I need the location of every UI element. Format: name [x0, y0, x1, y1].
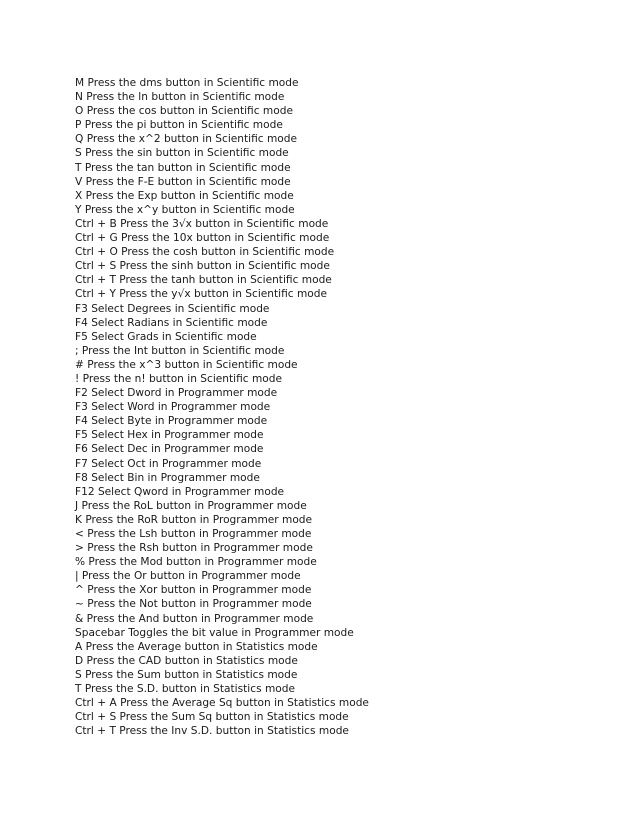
shortcut-line: F5 Select Hex in Programmer mode [75, 429, 264, 442]
shortcut-line: Ctrl + T Press the Inv S.D. button in Statistics mode [75, 725, 349, 738]
shortcut-line: A Press the Average button in Statistics mode [75, 640, 318, 653]
shortcut-line: Ctrl + B Press the 3√x button in Scientific mode [75, 217, 329, 230]
shortcut-line: Ctrl + O Press the cosh button in Scientific mode [75, 246, 335, 259]
shortcut-line: F3 Select Word in Programmer mode [75, 401, 271, 414]
shortcut-line: O Press the cos button in Scientific mode [75, 105, 293, 118]
shortcut-line: Ctrl + S Press the sinh button in Scientific mode [75, 260, 330, 273]
shortcut-line: Q Press the x^2 button in Scientific mode [75, 133, 298, 146]
shortcut-line: | Press the Or button in Programmer mode [75, 570, 301, 583]
shortcut-line: F2 Select Dword in Programmer mode [75, 387, 278, 400]
shortcut-line: Spacebar Toggles the bit value in Programmer mode [75, 626, 354, 639]
shortcut-line: Ctrl + T Press the tanh button in Scientific mode [75, 274, 332, 287]
shortcut-line: F3 Select Degrees in Scientific mode [75, 302, 270, 315]
shortcut-line: F8 Select Bin in Programmer mode [75, 471, 260, 484]
shortcut-line: K Press the RoR button in Programmer mode [75, 513, 313, 526]
shortcut-line: & Press the And button in Programmer mode [75, 612, 314, 625]
shortcut-line: % Press the Mod button in Programmer mode [75, 556, 317, 569]
shortcut-line: < Press the Lsh button in Programmer mode [75, 528, 312, 540]
shortcut-line: ^ Press the Xor button in Programmer mode [75, 584, 312, 597]
shortcut-line: ! Press the n! button in Scientific mode [75, 372, 283, 385]
shortcut-line: S Press the Sum button in Statistics mode [75, 668, 298, 681]
shortcut-line: V Press the F-E button in Scientific mode [75, 175, 291, 188]
shortcut-line: ; Press the Int button in Scientific mode [75, 344, 285, 357]
shortcut-line: N Press the ln button in Scientific mode [75, 91, 285, 104]
shortcut-line: F6 Select Dec in Programmer mode [75, 443, 264, 456]
shortcut-line: F4 Select Radians in Scientific mode [75, 316, 268, 329]
shortcut-line: Ctrl + Y Press the y√x button in Scientific mode [75, 288, 328, 301]
shortcut-line: # Press the x^3 button in Scientific mode [75, 358, 298, 371]
shortcut-list [75, 76, 369, 738]
shortcut-line: Y Press the x^y button in Scientific mode [75, 203, 295, 216]
shortcut-line: ~ Press the Not button in Programmer mode [75, 598, 312, 611]
shortcut-line: T Press the S.D. button in Statistics mode [75, 683, 295, 696]
shortcut-line: M Press the dms button in Scientific mode [75, 77, 299, 89]
shortcut-line: Ctrl + A Press the Average Sq button in Statistics mode [75, 697, 369, 710]
shortcut-line: S Press the sin button in Scientific mode [75, 147, 289, 160]
shortcut-line: F12 Select Qword in Programmer mode [75, 485, 285, 498]
shortcut-line: D Press the CAD button in Statistics mode [75, 654, 298, 667]
shortcut-line: T Press the tan button in Scientific mode [75, 161, 291, 174]
shortcut-line: F7 Select Oct in Programmer mode [75, 457, 262, 470]
shortcut-line: F4 Select Byte in Programmer mode [75, 415, 268, 428]
shortcut-line: Ctrl + S Press the Sum Sq button in Statistics mode [75, 711, 349, 724]
shortcut-line: J Press the RoL button in Programmer mode [75, 499, 307, 512]
shortcut-line: F5 Select Grads in Scientific mode [75, 330, 257, 343]
shortcut-line: > Press the Rsh button in Programmer mode [75, 542, 313, 555]
shortcut-line: P Press the pi button in Scientific mode [75, 119, 283, 132]
shortcut-line: Ctrl + G Press the 10x button in Scientific mode [75, 232, 330, 245]
shortcut-line: X Press the Exp button in Scientific mode [75, 189, 294, 202]
